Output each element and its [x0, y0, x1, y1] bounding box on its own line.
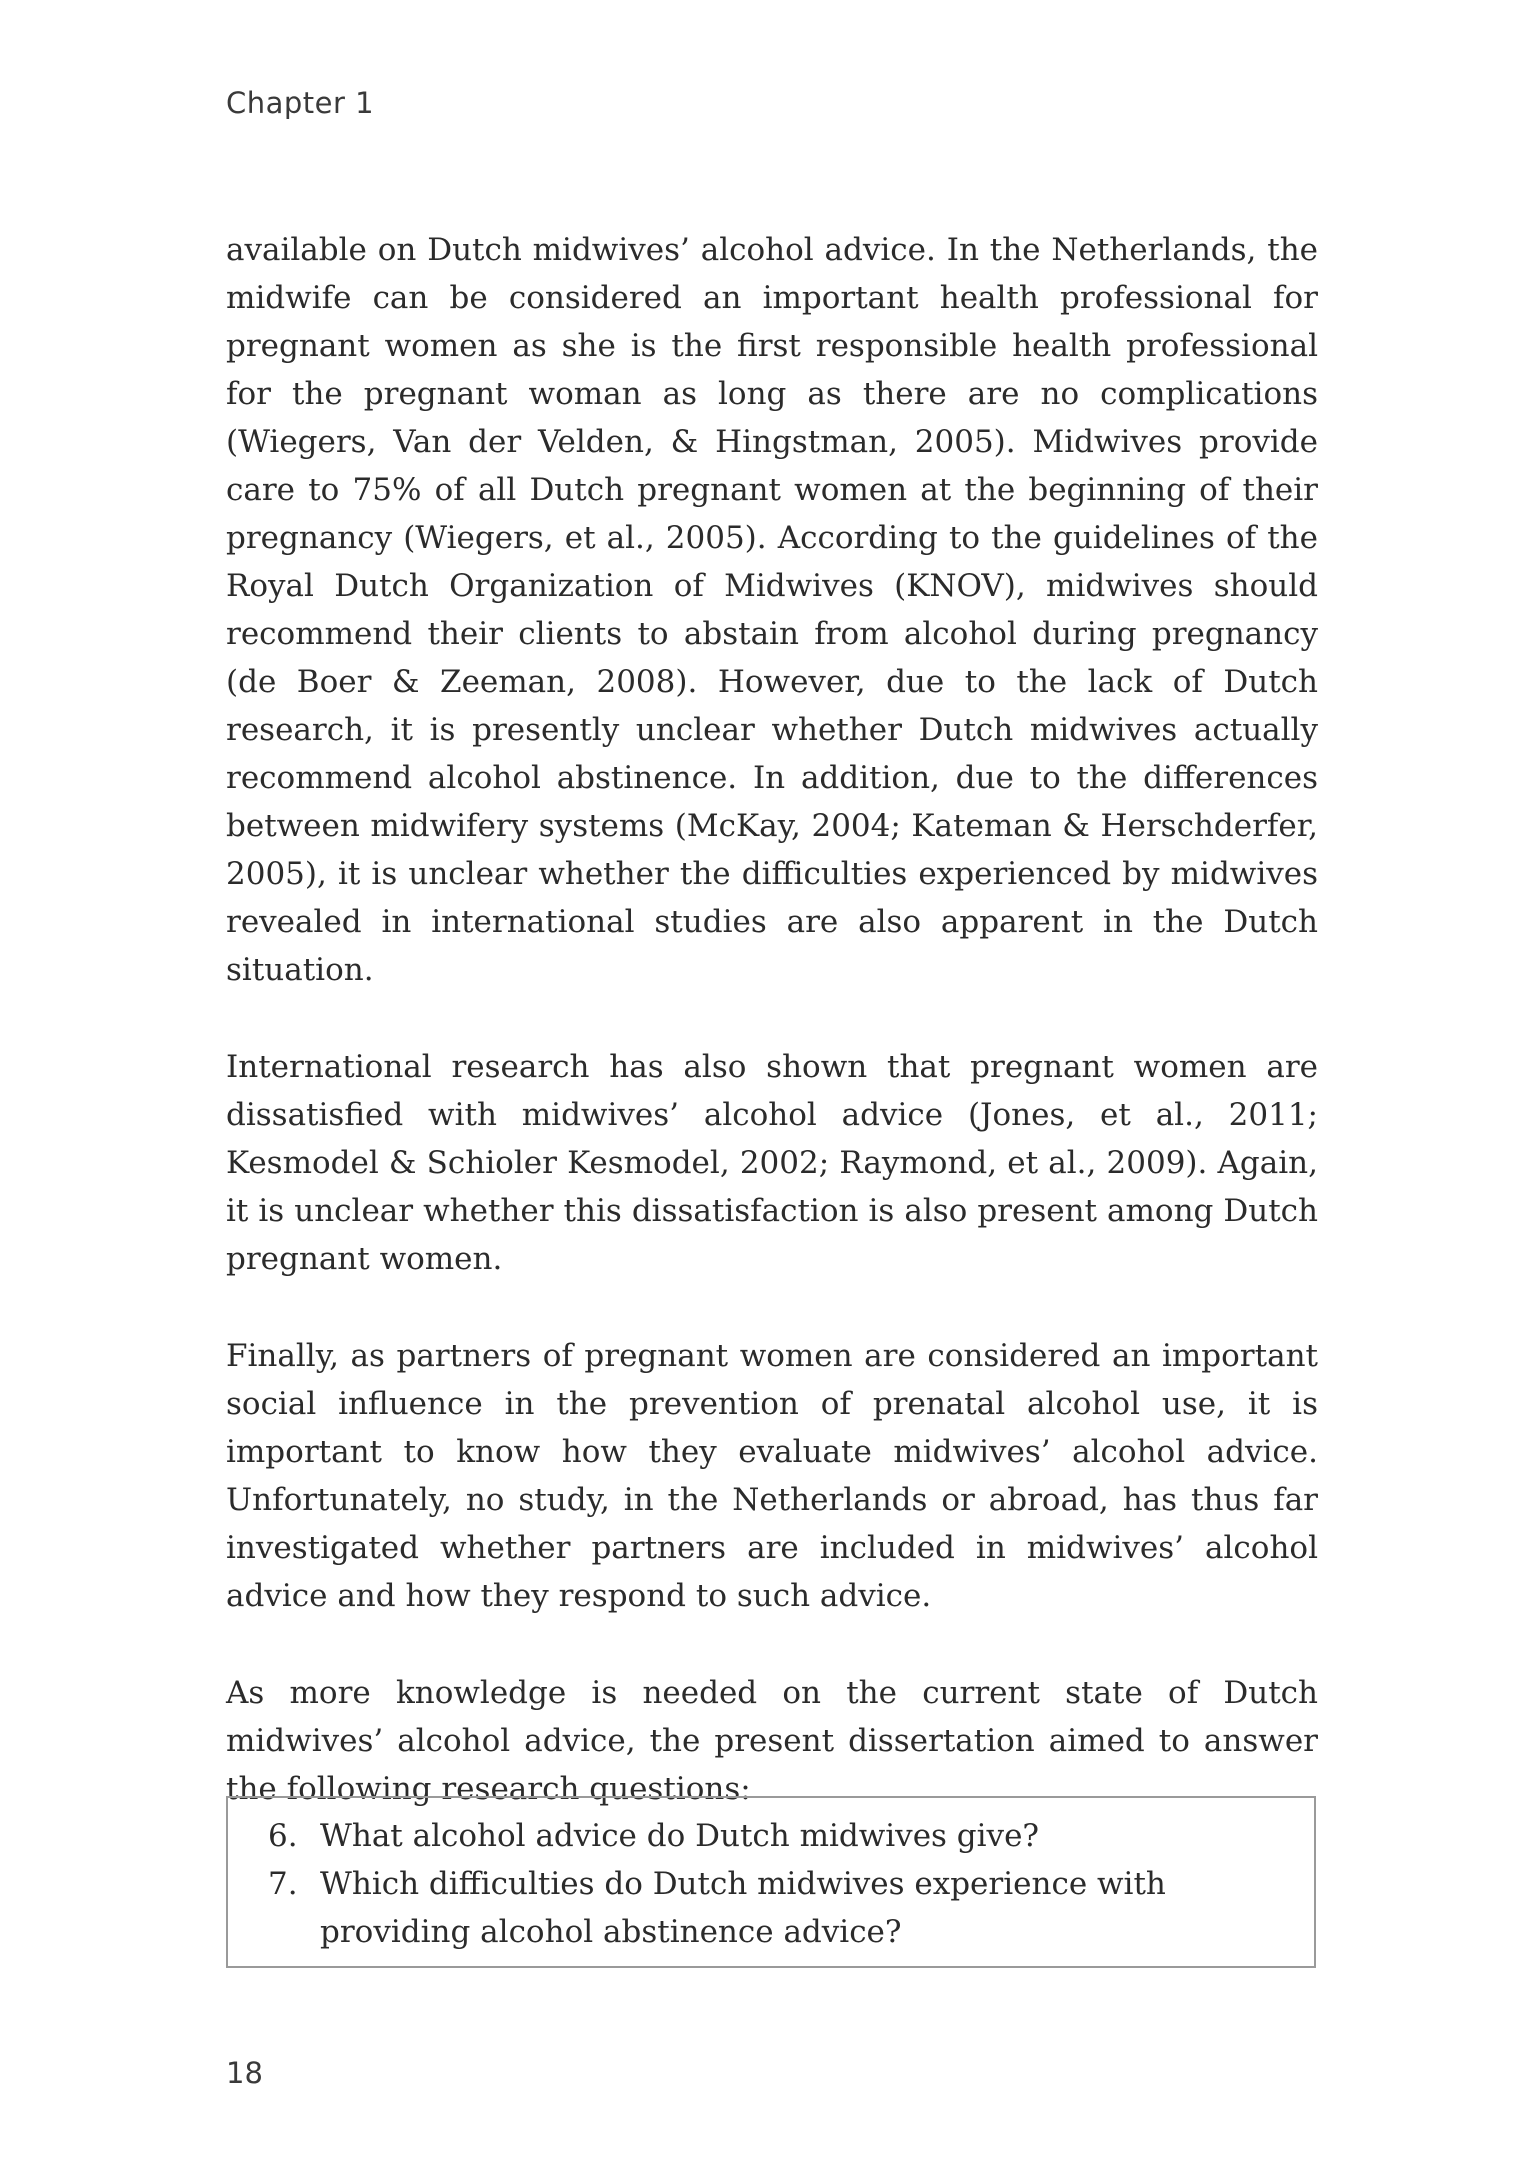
question-number: 7.	[268, 1866, 298, 1902]
paragraph: International research has also shown that pregnant women are dissatisfied with midwives’ alcohol advice (Jones, et al., 2011; Kesmodel & Schioler Kesmodel, 2002; Raymond, et al., 2009). Again, it is unclear whether this dissatisfaction is also present among Dutch pregnant women.	[226, 1049, 1318, 1277]
question-text: What alcohol advice do Dutch midwives give?	[320, 1818, 1040, 1854]
page-number: 18	[226, 2056, 263, 2090]
question-number: 6.	[268, 1818, 298, 1854]
research-questions-list	[268, 1812, 1274, 1956]
question-text: Which difficulties do Dutch midwives experience with providing alcohol abstinence advice?	[320, 1866, 1166, 1950]
research-question-item	[268, 1860, 1274, 1956]
body-text	[226, 226, 1318, 1862]
research-question-item	[268, 1812, 1274, 1860]
research-questions-box	[226, 1796, 1316, 1968]
paragraph: available on Dutch midwives’ alcohol advice. In the Netherlands, the midwife can be considered an important health professional for pregnant women as she is the first responsible health professional for the pregnant woman as long as there are no complications (Wiegers, Van der Velden, & Hingstman, 2005). Midwives provide care to 75% of all Dutch pregnant women at the beginning of their pregnancy (Wiegers, et al., 2005). According to the guidelines of the Royal Dutch Organization of Midwives (KNOV), midwives should recommend their clients to abstain from alcohol during pregnancy (de Boer & Zeeman, 2008). However, due to the lack of Dutch research, it is presently unclear whether Dutch midwives actually recommend alcohol abstinence. In addition, due to the differences between midwifery systems (McKay, 2004; Kateman & Herschderfer, 2005), it is unclear whether the difficulties experienced by midwives revealed in international studies are also apparent in the Dutch situation.	[226, 232, 1318, 988]
paragraph: Finally, as partners of pregnant women are considered an important social influence in the prevention of prenatal alcohol use, it is important to know how they evaluate midwives’ alcohol advice. Unfortunately, no study, in the Netherlands or abroad, has thus far investigated whether partners are included in midwives’ alcohol advice and how they respond to such advice.	[226, 1338, 1318, 1614]
paragraph: As more knowledge is needed on the current state of Dutch midwives’ alcohol advice, the present dissertation aimed to answer the following research questions:	[226, 1675, 1318, 1807]
running-head: Chapter 1	[226, 86, 375, 120]
